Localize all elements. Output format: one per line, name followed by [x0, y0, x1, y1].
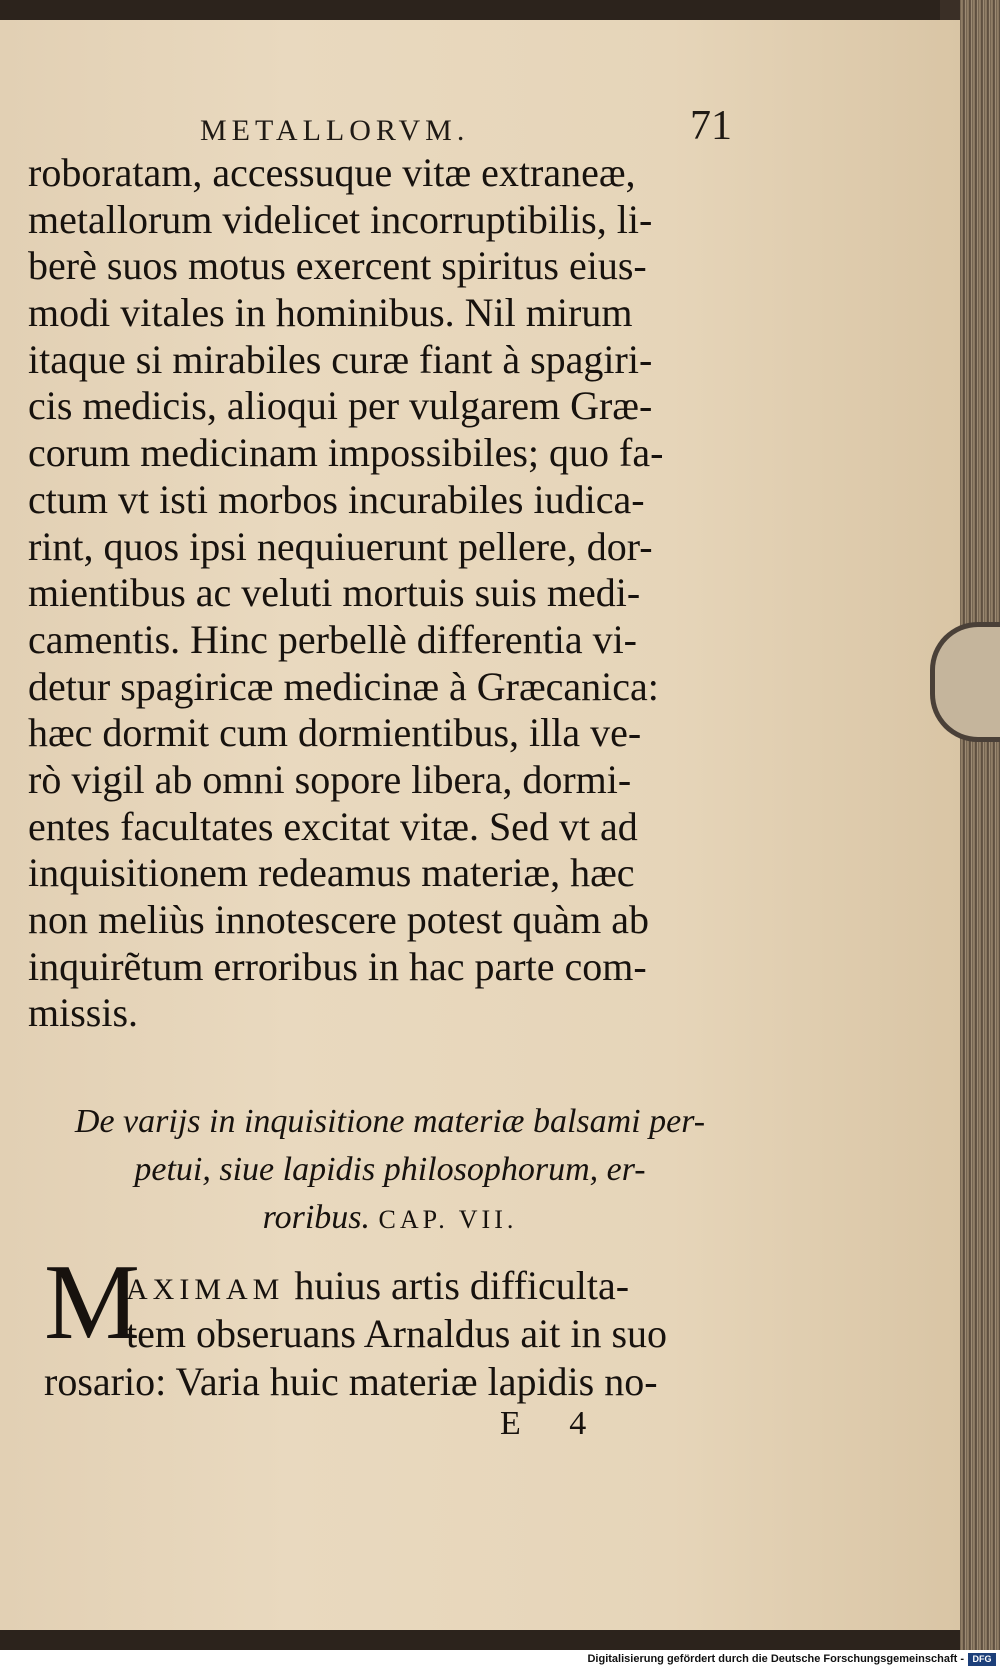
signature-mark: E 4	[500, 1405, 607, 1442]
opening-line-2: tem obseruans Arnaldus ait in suo	[126, 1311, 668, 1356]
text-line: hæc dormit cum dormientibus, illa ve-	[28, 710, 642, 756]
heading-line-3	[40, 1194, 740, 1242]
page-header	[200, 103, 732, 152]
running-title: METALLORVM.	[200, 114, 470, 147]
text-line: ctum vt isti morbos incurabiles iudica-	[28, 476, 645, 522]
opening-line-1-rest: huius artis difficulta-	[294, 1263, 630, 1308]
opening-line-1	[44, 1262, 744, 1310]
text-line: inquirẽtum erroribus in hac parte com-	[28, 943, 647, 989]
text-line: detur spagiricæ medicinæ à Græcanica:	[28, 663, 659, 709]
book-clasp	[930, 622, 1000, 742]
opening-smallcaps: AXIMAM	[126, 1273, 285, 1306]
heading-line-3-italic: roribus.	[262, 1199, 371, 1236]
funding-credit: Digitalisierung gefördert durch die Deutsche Forschungsgemeinschaft -	[587, 1653, 964, 1665]
text-line: rò vigil ab omni sopore libera, dormi-	[28, 756, 632, 802]
text-line: missis.	[28, 990, 139, 1036]
text-line: mientibus ac veluti mortuis suis medi-	[28, 570, 641, 616]
book-fore-edge	[960, 0, 1000, 1650]
page-number: 71	[690, 103, 732, 149]
text-line: modi vitales in hominibus. Nil mirum	[28, 290, 633, 336]
drop-cap: M	[44, 1243, 141, 1362]
text-line: cis medicis, alioqui per vulgarem Græ-	[28, 383, 653, 429]
dfg-logo: DFG	[968, 1653, 996, 1666]
opening-paragraph	[44, 1262, 744, 1406]
text-line: inquisitionem redeamus materiæ, hæc	[28, 850, 635, 896]
text-line: rint, quos ipsi nequiuerunt pellere, dor-	[28, 523, 653, 569]
opening-line-3: rosario: Varia huic materiæ lapidis no-	[44, 1359, 658, 1404]
chapter-number: CAP. VII.	[378, 1205, 518, 1234]
body-text	[28, 150, 748, 1037]
text-line: corum medicinam impossibiles; quo fa-	[28, 430, 664, 476]
chapter-heading	[40, 1098, 740, 1242]
text-line: camentis. Hinc perbellè differentia vi-	[28, 616, 638, 662]
heading-line-2: petui, siue lapidis philosophorum, er-	[134, 1151, 646, 1188]
credit-bar	[0, 1650, 1000, 1670]
text-line: itaque si mirabiles curæ fiant à spagiri-	[28, 336, 653, 382]
text-line: non meliùs innotescere potest quàm ab	[28, 897, 649, 942]
text-line: metallorum videlicet incorruptibilis, li-	[28, 196, 653, 242]
text-line: entes facultates excitat vitæ. Sed vt ad	[28, 803, 638, 849]
heading-line-1: De varijs in inquisitione materiæ balsami per-	[74, 1103, 706, 1140]
text-line: berè suos motus exercent spiritus eius-	[28, 243, 647, 289]
text-line: roboratam, accessuque vitæ extraneæ,	[28, 150, 636, 195]
